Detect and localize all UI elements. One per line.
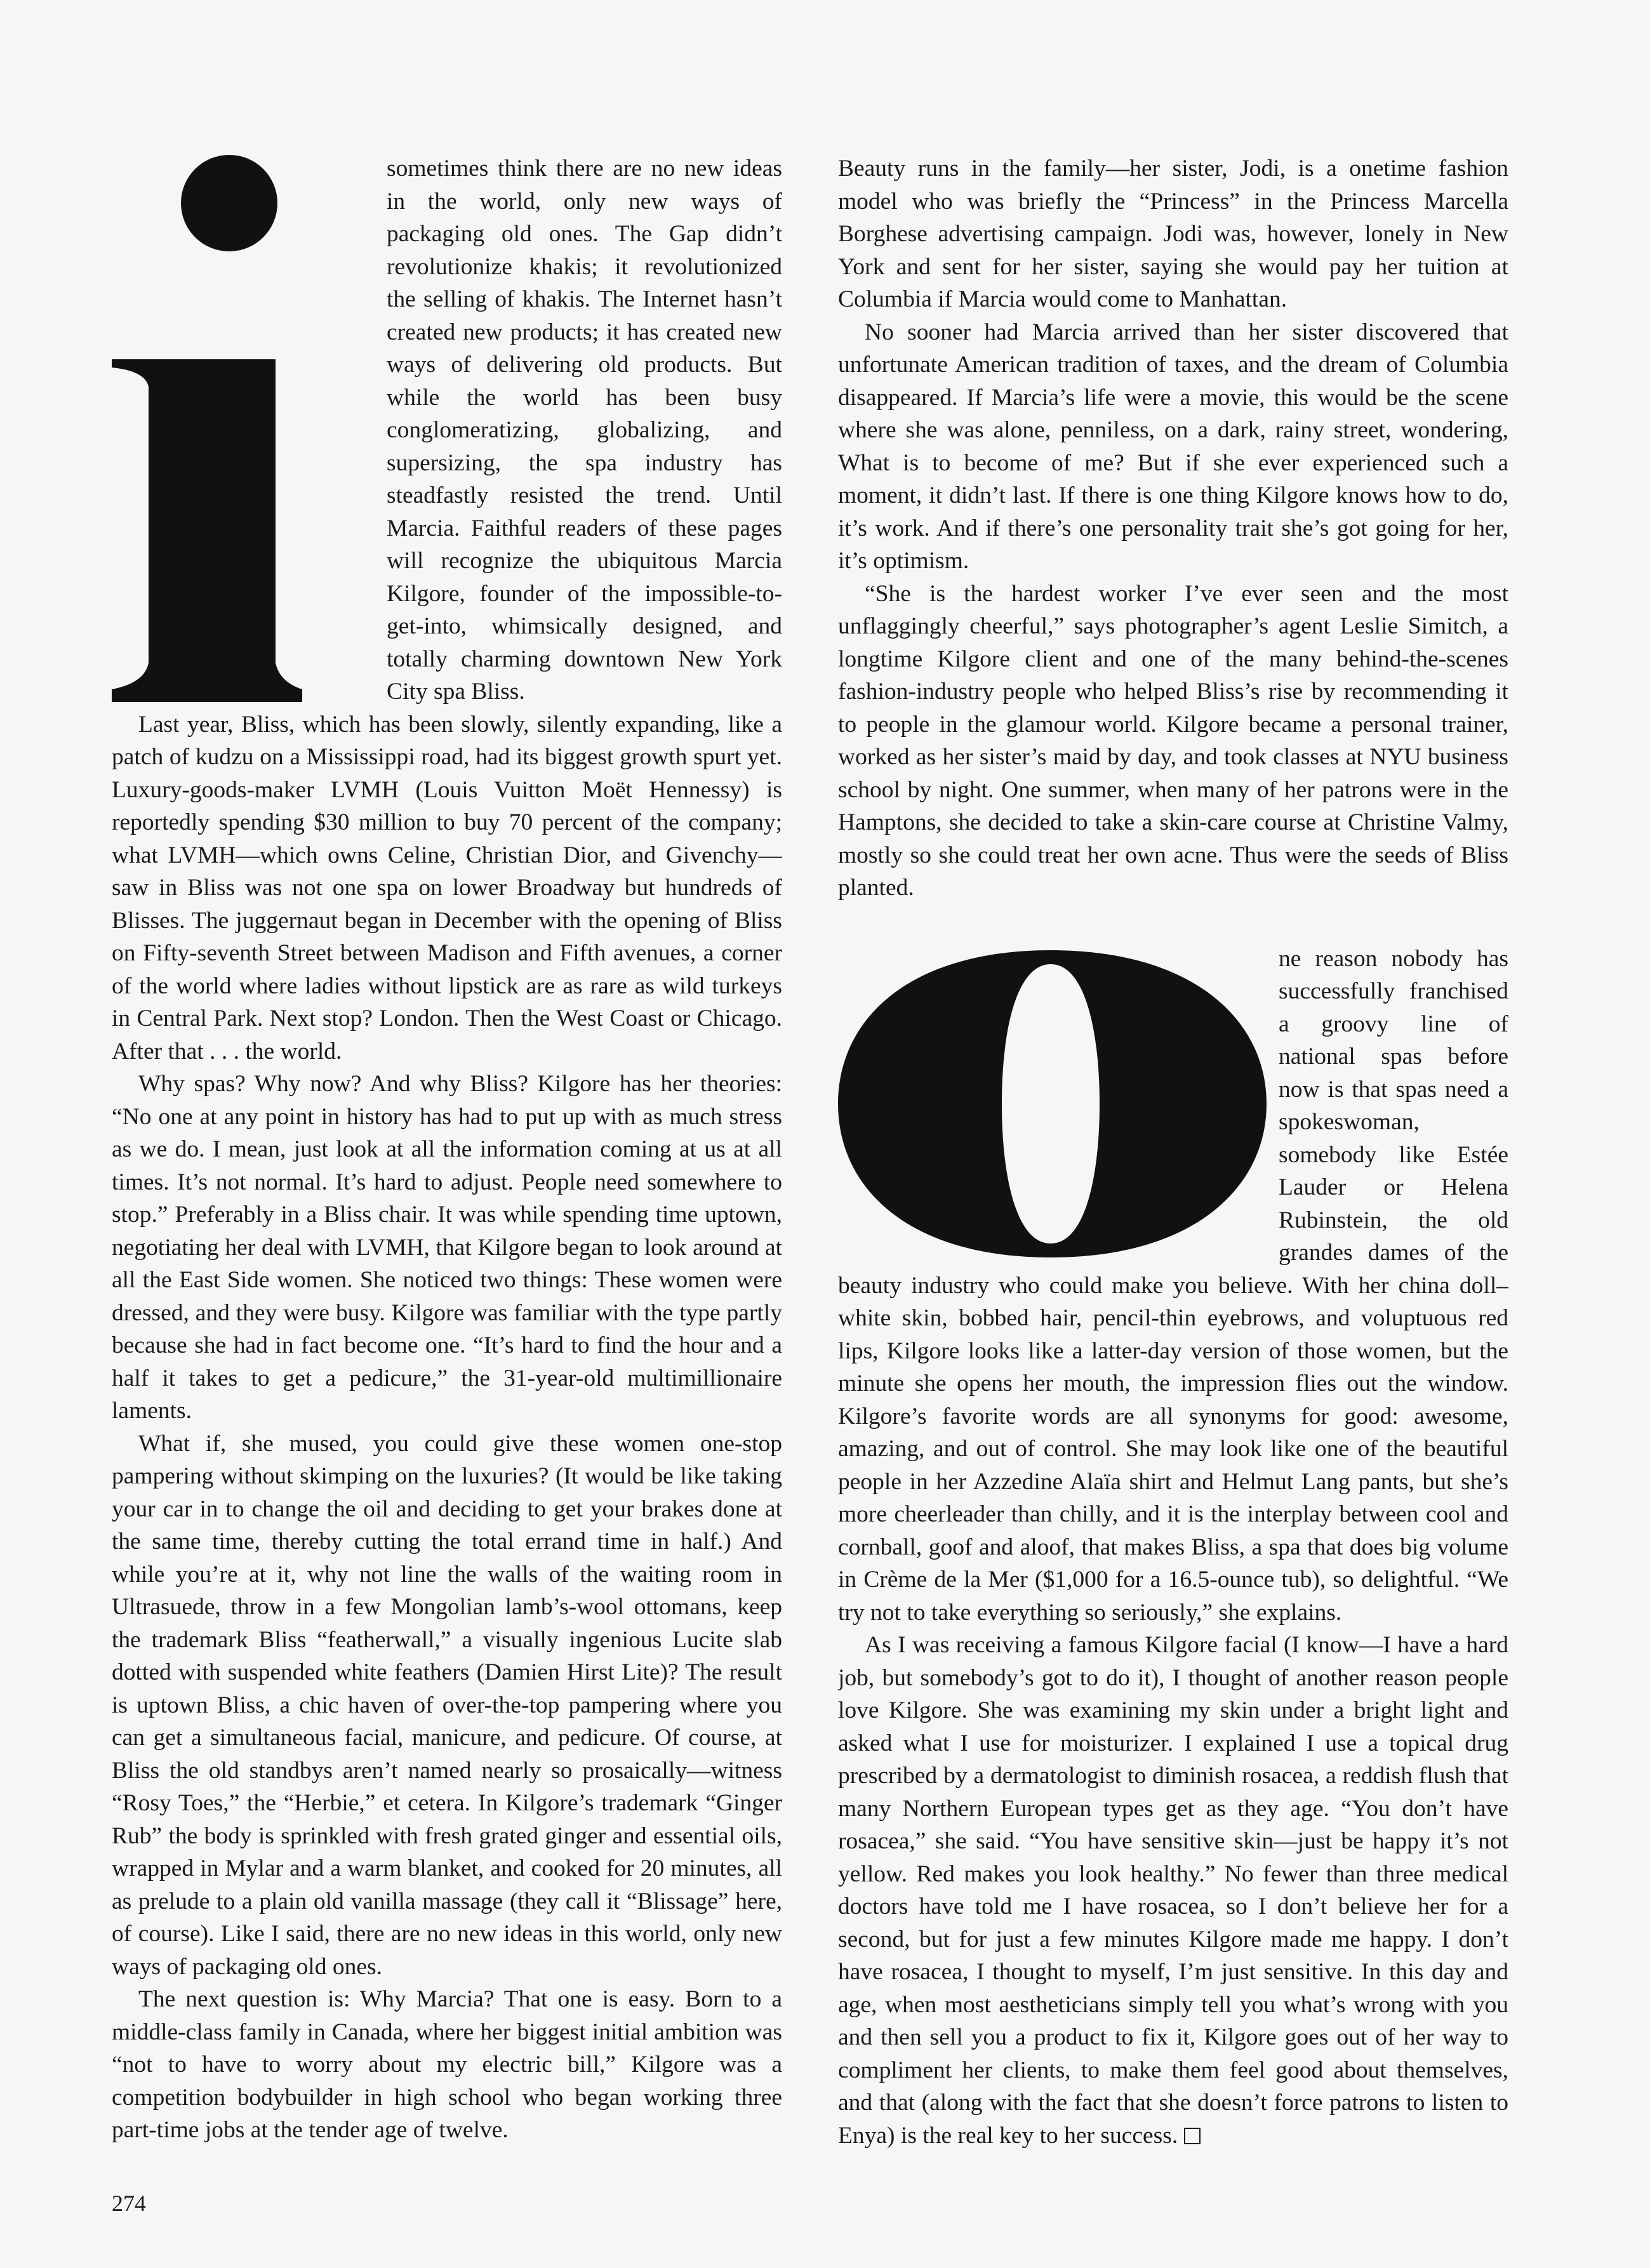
paragraph: Beauty runs in the family—her sister, Jodi, is a onetime fashion model who was briefly the “Princess” in the Princess Marcella Borghese advertising campaign. Jodi was, however, lonely in New York and sent for her sister, saying she would pay her tuition at Columbia if Marcia would come to Manhattan.	[838, 156, 1508, 312]
paragraph-text: As I was receiving a famous Kilgore facial (I know—I have a hard job, but somebody’s got to do it), I thought of another reason people love Kilgore. She was examining my skin under a bright light and asked what I use for moisturizer. I explained I use a topical drug prescribed by a dermatologist to diminish rosacea, a reddish flush that many Northern European types get as they age. “You don’t have rosacea,” she said. “You have sensitive skin—just be happy it’s not yellow. Red makes you look healthy.” No fewer than three medical doctors have told me I have rosacea, so I don’t believe her for a second, but for just a few minutes Kilgore made me happy. I don’t have rosacea, I thought to myself, I’m just sensitive. In this day and age, when most aestheticians simply tell you what’s wrong with you and then sell you a product to fix it, Kilgore goes out of her way to compliment her clients, to make them feel good about themselves, and that (along with the fact that she doesn’t force patrons to listen to Enya) is the real key to her success.	[838, 1632, 1508, 2149]
paragraph: “She is the hardest worker I’ve ever seen and the most unflaggingly cheerful,” says photographer’s agent Leslie Simitch, a longtime Kilgore client and one of the many behind-the-scenes fashion-industry people who helped Bliss’s rise by recommending it to people in the glamour world. Kilgore became a personal trainer, worked as her sister’s maid by day, and took classes at NYU business school by night. One summer, when many of her patrons were in the Hamptons, she decided to take a skin-care course at Christine Valmy, mostly so she could treat her own acne. Thus were the seeds of Bliss planted.	[838, 580, 1508, 901]
right-column	[838, 152, 1508, 2171]
paragraph: No sooner had Marcia arrived than her sister discovered that unfortunate American tradition of taxes, and the dream of Columbia disappeared. If Marcia’s life were a movie, this would be the scene where she was alone, penniless, on a dark, rainy street, wondering, What is to become of me? But if she ever experienced such a moment, it didn’t last. If there is one thing Kilgore knows how to do, it’s work. And if there’s one personality trait she’s got going for her, it’s optimism.	[838, 319, 1508, 574]
drop-cap-o	[838, 950, 1279, 1257]
paragraph: Why spas? Why now? And why Bliss? Kilgore has her theories: “No one at any point in history has had to put up with as much stress as we do. I mean, just look at all the information coming at us at all times. It’s not normal. It’s hard to adjust. People need somewhere to stop.” Preferably in a Bliss chair. It was while spending time uptown, negotiating her deal with LVMH, that Kilgore began to look around at all the East Side women. She noticed two things: These women were dressed, and they were busy. Kilgore was familiar with the type partly because she had in fact become one. “It’s hard to find the hour and a half it takes to get a pedicure,” the 31-year-old multimillionaire laments.	[112, 1071, 782, 1424]
end-mark-icon	[1184, 2128, 1201, 2144]
paragraph: The next question is: Why Marcia? That one is easy. Born to a middle-class family in Canada, where her biggest initial ambition was “not to have to worry about my electric bill,” Kilgore was a competition bodybuilder in high school who began working three part-time jobs at the tender age of twelve.	[112, 1986, 782, 2143]
drop-cap-o-glyph	[838, 950, 1279, 1257]
paragraph: What if, she mused, you could give these women one-stop pampering without skimping on the luxuries? (It would be like taking your car in to change the oil and deciding to get your brakes done at the same time, thereby cutting the total errand time in half.) And while you’re at it, why not line the walls of the waiting room in Ultrasuede, throw in a few Mongolian lamb’s-wool ottomans, keep the trademark Bliss “featherwall,” a visually ingenious Lucite slab dotted with suspended white feathers (Damien Hirst Lite)? The result is uptown Bliss, a chic haven of over-the-top pampering where you can get a simultaneous facial, manicure, and pedicure. Of course, at Bliss the old standbys aren’t named nearly so prosaically—witness “Rosy Toes,” the “Herbie,” et cetera. In Kilgore’s trademark “Ginger Rub” the body is sprinkled with fresh grated ginger and essential oils, wrapped in Mylar and a warm blanket, and cooked for 20 minutes, all as prelude to a plain old vanilla massage (they call it “Blissage” here, of course). Like I said, there are no new ideas in this world, only new ways of packaging old ones.	[112, 1430, 782, 1980]
drop-cap-i-glyph	[112, 155, 387, 706]
paragraph	[838, 1629, 1508, 2152]
left-column	[112, 152, 782, 2171]
section-break	[838, 905, 1508, 943]
page-number: 274	[112, 2191, 146, 2216]
paragraph: ne reason nobody has successfully franchised a groovy line of national spas before now is that spas need a spokeswoman, somebody like Estée Lauder or Helena Rubinstein, the old grandes dames of the beauty industry who could make you believe. With her china doll–white skin, bobbed hair, pencil-thin eyebrows, and voluptuous red lips, Kilgore looks like a latter-day version of those women, but the minute she opens her mouth, the impression flies out the window. Kilgore’s favorite words are all synonyms for good: awesome, amazing, and out of control. She may look like one of the beautiful people in her Azzedine Alaïa shirt and Helmut Lang pants, but she’s more cheerleader than chilly, and it is the interplay between cool and cornball, goof and aloof, that makes Bliss, a spa that does big volume in Crème de la Mer ($1,000 for a 16.5-ounce tub), so delightful. “We try not to take everything so seriously,” she explains.	[838, 945, 1508, 1626]
paragraph: Last year, Bliss, which has been slowly, silently expanding, like a patch of kudzu on a Mississippi road, had its biggest growth spurt yet. Luxury-goods-maker LVMH (Louis Vuitton Moët Hennessy) is reportedly spending $30 million to buy 70 percent of the company; what LVMH—which owns Celine, Christian Dior, and Givenchy—saw in Bliss was not one spa on lower Broadway but hundreds of Blisses. The juggernaut began in December with the opening of Bliss on Fifty-seventh Street between Madison and Fifth avenues, a corner of the world where ladies without lipstick are as rare as wild turkeys in Central Park. Next stop? London. Then the West Coast or Chicago. After that . . . the world.	[112, 711, 782, 1064]
paragraph: sometimes think there are no new ideas in the world, only new ways of packaging old ones. The Gap didn’t revolutionize khakis; it revolutionized the selling of khakis. The Internet hasn’t created new products; it has created new ways of delivering old products. But while the world has been busy conglomeratizing, globalizing, and supersizing, the spa industry has steadfastly resisted the trend. Until Marcia. Faithful readers of these pages will recognize the ubiquitous Marcia Kilgore, founder of the impossible-to-get-into, whimsically designed, and totally charming downtown New York City spa Bliss.	[387, 156, 782, 705]
drop-cap-i	[112, 155, 387, 706]
